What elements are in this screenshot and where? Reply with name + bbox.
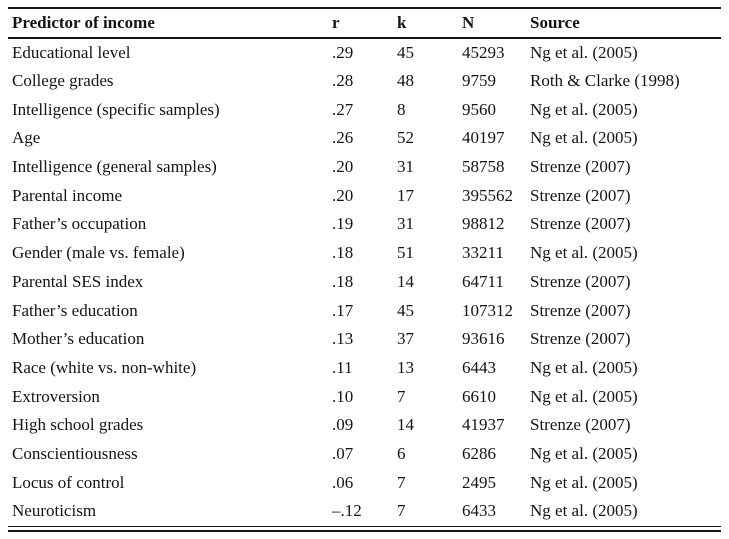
cell-predictor: Parental income <box>12 185 122 205</box>
cell-source: Ng et al. (2005) <box>530 357 638 377</box>
cell-source: Strenze (2007) <box>530 329 631 349</box>
table-row <box>8 210 721 239</box>
cell-predictor: Intelligence (specific samples) <box>12 99 220 119</box>
cell-r: .29 <box>332 42 354 62</box>
cell-k: 7 <box>397 501 406 521</box>
cell-n: 2495 <box>462 472 496 492</box>
cell-k: 7 <box>397 386 406 406</box>
cell-n: 33211 <box>462 243 504 263</box>
column-header-source: Source <box>528 8 721 38</box>
cell-r: –.12 <box>332 501 362 521</box>
cell-k: 13 <box>397 357 414 377</box>
table-row <box>8 67 721 96</box>
table-row <box>8 124 721 153</box>
table-header <box>8 8 721 38</box>
cell-predictor: Father’s education <box>12 300 138 320</box>
cell-r: .17 <box>332 300 354 320</box>
cell-k: 51 <box>397 243 414 263</box>
cell-n: 6443 <box>462 357 496 377</box>
cell-predictor: Intelligence (general samples) <box>12 157 217 177</box>
table-row <box>8 497 721 526</box>
table-row <box>8 181 721 210</box>
cell-k: 14 <box>397 271 414 291</box>
column-header-k: k <box>395 8 460 38</box>
table-body <box>8 38 721 526</box>
cell-n: 98812 <box>462 214 505 234</box>
table-row <box>8 468 721 497</box>
cell-n: 6286 <box>462 443 496 463</box>
cell-predictor: Mother’s education <box>12 329 145 349</box>
cell-n: 64711 <box>462 271 504 291</box>
cell-r: .18 <box>332 243 354 263</box>
cell-k: 31 <box>397 214 414 234</box>
cell-r: .06 <box>332 472 354 492</box>
cell-r: .18 <box>332 271 354 291</box>
table-row <box>8 95 721 124</box>
cell-n: 9560 <box>462 99 496 119</box>
column-header-n: N <box>460 8 528 38</box>
cell-predictor: Gender (male vs. female) <box>12 243 185 263</box>
cell-k: 52 <box>397 128 414 148</box>
cell-r: .07 <box>332 443 354 463</box>
cell-predictor: High school grades <box>12 415 144 435</box>
cell-predictor: Parental SES index <box>12 271 144 291</box>
cell-source: Ng et al. (2005) <box>530 501 638 521</box>
cell-n: 45293 <box>462 42 505 62</box>
income-predictors-table-wrapper <box>8 7 721 532</box>
cell-n: 41937 <box>462 415 505 435</box>
cell-n: 395562 <box>462 185 513 205</box>
cell-n: 93616 <box>462 329 505 349</box>
table-row <box>8 239 721 268</box>
cell-source: Strenze (2007) <box>530 415 631 435</box>
cell-k: 37 <box>397 329 414 349</box>
cell-predictor: Neuroticism <box>12 501 97 521</box>
cell-k: 48 <box>397 71 414 91</box>
cell-r: .09 <box>332 415 354 435</box>
cell-n: 40197 <box>462 128 505 148</box>
table-row <box>8 153 721 182</box>
cell-source: Ng et al. (2005) <box>530 443 638 463</box>
cell-n: 58758 <box>462 157 505 177</box>
cell-r: .26 <box>332 128 354 148</box>
cell-r: .10 <box>332 386 354 406</box>
cell-k: 6 <box>397 443 406 463</box>
cell-n: 107312 <box>462 300 513 320</box>
cell-source: Ng et al. (2005) <box>530 99 638 119</box>
cell-r: .20 <box>332 157 354 177</box>
cell-source: Strenze (2007) <box>530 214 631 234</box>
table-row <box>8 354 721 383</box>
cell-source: Ng et al. (2005) <box>530 128 638 148</box>
cell-source: Strenze (2007) <box>530 185 631 205</box>
table-row <box>8 38 721 67</box>
table-row <box>8 268 721 297</box>
cell-r: .11 <box>332 357 353 377</box>
cell-n: 6433 <box>462 501 496 521</box>
table-row <box>8 411 721 440</box>
cell-source: Ng et al. (2005) <box>530 386 638 406</box>
cell-r: .20 <box>332 185 354 205</box>
cell-predictor: Conscientiousness <box>12 443 138 463</box>
cell-predictor: Father’s occupation <box>12 214 147 234</box>
table-row <box>8 325 721 354</box>
cell-r: .27 <box>332 99 354 119</box>
cell-source: Strenze (2007) <box>530 271 631 291</box>
cell-source: Roth & Clarke (1998) <box>530 71 680 91</box>
cell-predictor: Educational level <box>12 42 131 62</box>
cell-source: Ng et al. (2005) <box>530 472 638 492</box>
cell-r: .28 <box>332 71 354 91</box>
cell-predictor: Race (white vs. non-white) <box>12 357 197 377</box>
cell-source: Strenze (2007) <box>530 157 631 177</box>
table-bottom-rule <box>8 526 721 532</box>
cell-k: 14 <box>397 415 414 435</box>
cell-predictor: College grades <box>12 71 114 91</box>
cell-predictor: Age <box>12 128 41 148</box>
cell-predictor: Locus of control <box>12 472 125 492</box>
cell-r: .13 <box>332 329 354 349</box>
table-row <box>8 296 721 325</box>
cell-source: Ng et al. (2005) <box>530 42 638 62</box>
cell-source: Ng et al. (2005) <box>530 243 638 263</box>
table-header-row <box>8 8 721 38</box>
cell-k: 8 <box>397 99 406 119</box>
column-header-predictor: Predictor of income <box>8 8 330 38</box>
cell-source: Strenze (2007) <box>530 300 631 320</box>
income-predictors-table <box>8 7 721 526</box>
cell-predictor: Extroversion <box>12 386 100 406</box>
cell-k: 7 <box>397 472 406 492</box>
cell-k: 45 <box>397 300 414 320</box>
table-row <box>8 382 721 411</box>
cell-n: 9759 <box>462 71 496 91</box>
cell-n: 6610 <box>462 386 496 406</box>
table-row <box>8 440 721 469</box>
cell-r: .19 <box>332 214 354 234</box>
cell-k: 45 <box>397 42 414 62</box>
column-header-r: r <box>330 8 395 38</box>
cell-k: 31 <box>397 157 414 177</box>
cell-k: 17 <box>397 185 414 205</box>
